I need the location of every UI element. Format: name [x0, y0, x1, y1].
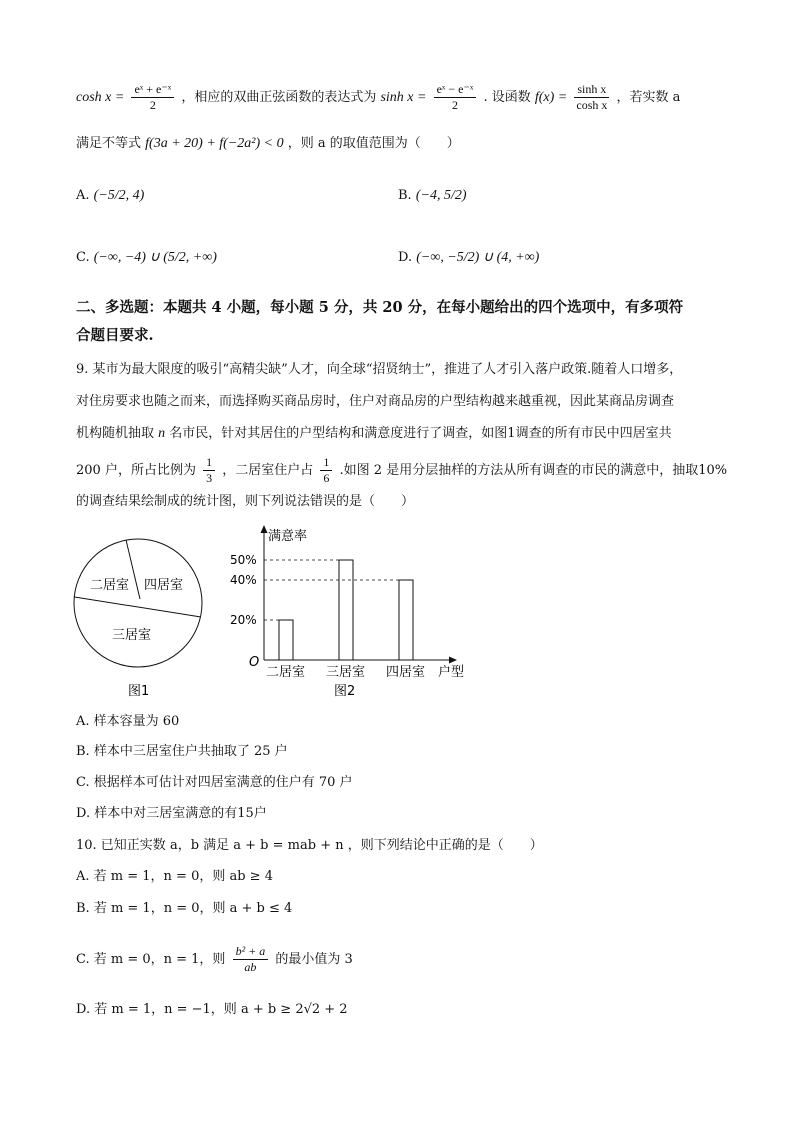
q9-option-c: C. 根据样本可估计对四居室满意的住户有 70 户	[76, 775, 353, 790]
section2-heading-line2: 合题目要求.	[76, 327, 154, 344]
q9-stem-line4	[76, 455, 727, 486]
q9-option-a: A. 样本容量为 60	[76, 714, 180, 729]
fx-lhs: f(x) =	[534, 90, 568, 105]
option-text: (−∞, −5/2) ∪ (4, +∞)	[416, 250, 540, 265]
inequality: f(3a + 20) + f(−2a²) < 0	[145, 136, 284, 151]
q8-option-d	[398, 248, 539, 268]
q9-stem-line3	[76, 424, 672, 444]
sinh-lhs: sinh x =	[380, 90, 427, 105]
q9-l4-prefix: 200 户，所占比例为	[76, 463, 196, 478]
pie-divider-2	[75, 597, 202, 617]
cosh-fraction	[131, 82, 174, 113]
figure2-bar-chart	[226, 522, 486, 700]
frac-num: b² + a	[233, 944, 269, 960]
frac-num: 1	[203, 455, 215, 471]
pie-circle	[74, 539, 202, 667]
pie-label-three-room: 三居室	[112, 628, 152, 643]
f-denominator: cosh x	[576, 98, 608, 112]
q9-l3-suffix: 名市民，针对其居住的户型结构和满意度进行了调查，如图1调查的所有市民中四居室共	[169, 426, 672, 441]
q10-option-d: D. 若 m = 1，n = −1，则 a + b ≥ 2√2 + 2	[76, 1002, 348, 1017]
intro-tail: ，若实数 a	[616, 90, 681, 105]
q9-stem-line2: 对住房要求也随之而来，而选择购买商品房时，住户对商品房的户型结构越来越重视，因此某商品房调查	[76, 394, 675, 409]
q9-l4-suffix: .如图 2 是用分层抽样的方法从所有调查的市民的满意中，抽取10%	[339, 463, 728, 478]
q8-option-c	[76, 248, 217, 268]
q9-stem-line1: 9. 某市为最大限度的吸引“高精尖缺”人才，向全球“招贤纳士”，推进了人才引入落户政策.随着人口增多，	[76, 362, 683, 377]
y-tick-label: 50%	[230, 553, 257, 567]
intro-set-text: . 设函数	[483, 90, 531, 105]
intro-line-2	[76, 134, 460, 154]
y-tick-label: 20%	[230, 613, 257, 627]
y-axis-arrow	[261, 525, 268, 533]
x-tick-label: 二居室	[266, 665, 306, 680]
y-tick-label: 40%	[230, 573, 257, 587]
pie-label-four-room: 四居室	[144, 578, 184, 593]
option-label: A.	[76, 188, 90, 203]
q10-option-c-text: C. 若 m = 0，n = 1，则	[76, 952, 226, 967]
q10-stem: 10. 已知正实数 a，b 满足 a + b = mab + n ，则下列结论中正确的是（ ）	[76, 838, 543, 853]
frac-den: 6	[323, 471, 330, 485]
q10-option-c-tail: 的最小值为 3	[275, 952, 353, 967]
frac-den: 3	[206, 471, 213, 485]
option-text: (−∞, −4) ∪ (5/2, +∞)	[93, 250, 217, 265]
frac-den: ab	[244, 960, 257, 974]
q8-option-b	[398, 186, 467, 206]
intro-line-1	[76, 82, 680, 113]
sinh-numerator: eˣ − e⁻ˣ	[434, 82, 477, 98]
intro-line2-prefix: 满足不等式	[76, 136, 142, 151]
y-axis-label: 满意率	[268, 529, 308, 544]
option-label: B.	[398, 188, 412, 203]
figure1-pie	[70, 535, 220, 700]
x-tick-label: 三居室	[326, 665, 366, 680]
bar-2	[339, 560, 353, 660]
x-tick-label: 四居室	[386, 665, 426, 680]
q9-option-b: B. 样本中三居室住户共抽取了 25 户	[76, 744, 288, 759]
option-label: D.	[398, 250, 413, 265]
f-numerator: sinh x	[574, 82, 609, 98]
bar-1	[279, 620, 293, 660]
option-label: C.	[76, 250, 90, 265]
q10-option-a: A. 若 m = 1，n = 0，则 ab ≥ 4	[76, 869, 273, 884]
cosh-denominator: 2	[149, 98, 156, 112]
fraction-one-sixth	[320, 455, 332, 486]
option-text: (−4, 5/2)	[415, 188, 467, 203]
section2-heading-line1: 二、多选题：本题共 4 小题，每小题 5 分，共 20 分，在每小题给出的四个选项中，有多项符	[76, 299, 684, 316]
x-axis-label: 户型	[438, 665, 465, 680]
intro-line2-suffix: ，则 a 的取值范围为（ ）	[287, 136, 460, 151]
option-text: (−5/2, 4)	[93, 188, 145, 203]
q10-option-b: B. 若 m = 1，n = 0，则 a + b ≤ 4	[76, 901, 293, 916]
intro-mid-text: ，相应的双曲正弦函数的表达式为	[181, 90, 377, 105]
pie-label-two-room: 二居室	[90, 578, 130, 593]
q9-l3-prefix: 机构随机抽取	[76, 426, 155, 441]
q9-l4-mid: ，二居室住户占	[222, 463, 314, 478]
q9-stem-line5: 的调查结果绘制成的统计图，则下列说法错误的是（ ）	[76, 494, 415, 509]
q8-option-a	[76, 186, 144, 206]
bar-3	[399, 580, 413, 660]
frac-num: 1	[320, 455, 332, 471]
x-axis-arrow	[449, 657, 457, 664]
sinh-denominator: 2	[451, 98, 458, 112]
origin-label: O	[249, 655, 260, 670]
figure1-caption: 图1	[128, 684, 150, 699]
fraction-one-third	[203, 455, 215, 486]
q10-c-fraction	[233, 944, 269, 975]
q9-option-d: D. 样本中对三居室满意的有15户	[76, 806, 267, 821]
f-fraction	[574, 82, 609, 113]
q9-n-var: n	[158, 426, 166, 441]
figure2-caption: 图2	[334, 684, 356, 699]
cosh-numerator: eˣ + e⁻ˣ	[131, 82, 174, 98]
cosh-lhs: cosh x =	[76, 90, 125, 105]
q10-option-c	[76, 944, 353, 975]
sinh-fraction	[434, 82, 477, 113]
bars-group	[264, 560, 413, 660]
